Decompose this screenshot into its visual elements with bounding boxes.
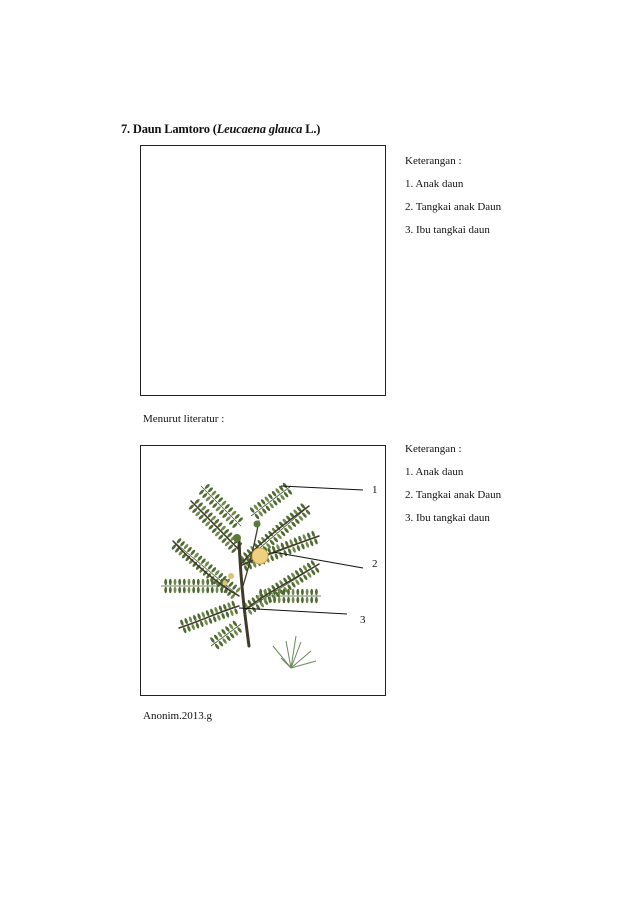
leaflet [292, 589, 295, 595]
title-number: 7. Daun Lamtoro [121, 122, 210, 136]
leaflet [305, 509, 311, 516]
literature-image-frame [140, 445, 386, 696]
leaflet [278, 589, 281, 595]
leaflet [310, 569, 316, 576]
leaflet [301, 512, 307, 519]
leaflet [280, 530, 286, 537]
leaflet [310, 589, 313, 595]
leaflet [216, 587, 219, 593]
leaflet [214, 643, 220, 650]
leaflet [301, 597, 304, 603]
leaflet [191, 624, 196, 631]
annotation-label-1: 1 [372, 484, 378, 496]
leaflet [220, 587, 223, 593]
leaflet [192, 579, 195, 585]
section-title [121, 122, 320, 137]
literature-label: Menurut literatur : [143, 413, 225, 425]
leaflet [295, 579, 301, 586]
leaflet [209, 608, 214, 615]
leaflet [287, 489, 293, 496]
leaflet [174, 587, 177, 593]
keterangan-item: 2. Tangkai anak Daun [405, 489, 502, 501]
leaflet [306, 589, 309, 595]
leaflet [202, 579, 205, 585]
leaflet [306, 597, 309, 603]
leaflet [269, 539, 275, 546]
leaflet [208, 499, 215, 506]
leaflet [291, 521, 297, 528]
leaflet [186, 625, 191, 632]
leaflet [287, 584, 293, 591]
leaflet [202, 587, 205, 593]
leaflet [231, 547, 238, 553]
leaflet [315, 589, 318, 595]
leaflet [225, 635, 231, 642]
leaflet [237, 517, 244, 524]
keterangan-item: 3. Ibu tangkai daun [405, 512, 490, 524]
leaflet [232, 522, 239, 529]
leaflet [164, 579, 167, 585]
leaflet [197, 579, 200, 585]
leaflet [287, 597, 290, 603]
leaflet [192, 615, 197, 622]
leaflet [309, 540, 314, 547]
leaflet [282, 482, 288, 489]
leaflet [228, 519, 235, 526]
leaflet [225, 611, 230, 618]
leaflet [302, 534, 307, 541]
leaflet [229, 632, 235, 639]
keterangan-block-1 [405, 150, 501, 242]
leaflet [287, 589, 290, 595]
leaflet [273, 597, 276, 603]
leaflet [269, 597, 272, 603]
leaflet [198, 514, 205, 520]
leaflet [264, 597, 267, 603]
plant-illustration [141, 446, 387, 697]
leaflet [174, 579, 177, 585]
leaflet [197, 613, 202, 620]
leaflet [310, 560, 316, 567]
leaflet [208, 617, 213, 624]
leaflet [188, 587, 191, 593]
leaflet [179, 619, 184, 626]
leaflet [283, 550, 288, 557]
keterangan-item: 1. Anak daun [405, 178, 464, 190]
leaflet [234, 513, 241, 520]
leaflet [292, 597, 295, 603]
title-open-paren: ( [212, 122, 217, 136]
leaflet [306, 571, 312, 578]
leaflet [291, 581, 297, 588]
leaflet [224, 503, 231, 510]
leaflet [300, 543, 305, 550]
leaflet [294, 518, 300, 525]
keterangan-item: 3. Ibu tangkai daun [405, 224, 490, 236]
leaflet [214, 607, 219, 614]
leaflet [283, 527, 289, 534]
leaflet [199, 620, 204, 627]
source-citation: Anonim.2013.g [143, 710, 213, 722]
leaflet [178, 579, 181, 585]
leaflet [218, 534, 225, 540]
leaflet [237, 627, 243, 634]
leaflet [278, 597, 281, 603]
leaflet [217, 631, 223, 638]
leaflet [249, 507, 255, 514]
keterangan-heading: Keterangan : [405, 443, 462, 455]
leaflet [269, 502, 275, 509]
leaflet [221, 500, 228, 507]
keterangan-item: 1. Anak daun [405, 466, 464, 478]
leaflet [232, 620, 238, 627]
leaflet [208, 524, 215, 530]
leaflet [207, 487, 214, 494]
leaflet [302, 574, 308, 581]
leaflet [211, 579, 214, 585]
leaflet [305, 541, 310, 548]
leaflet [184, 618, 189, 625]
leaflet [283, 597, 286, 603]
keterangan-heading: Keterangan : [405, 155, 462, 167]
leaflet [201, 611, 206, 618]
leaflet [264, 589, 267, 595]
leaflet [254, 513, 260, 520]
title-species: Leucaena glauca [216, 122, 303, 136]
leaflet [206, 579, 209, 585]
leaflet [212, 616, 217, 623]
leaflet [234, 608, 239, 615]
leaflet [287, 524, 293, 531]
leaflet [231, 510, 238, 517]
leaflet [296, 545, 301, 552]
leaflet [267, 493, 273, 500]
leaflet [224, 626, 230, 633]
leaflet [183, 587, 186, 593]
keterangan-item: 2. Tangkai anak Daun [405, 201, 502, 213]
leaflet [296, 597, 299, 603]
leaflet [264, 496, 270, 503]
leaflet [306, 532, 311, 539]
annotation-label-3: 3 [360, 614, 366, 626]
leaflet [222, 638, 228, 645]
leaflet [247, 608, 253, 615]
leaflet [178, 587, 181, 593]
title-author: L.) [305, 122, 321, 136]
seedling [273, 636, 316, 668]
leaflet [217, 497, 224, 504]
leaflet [212, 502, 219, 509]
leaflet [270, 555, 275, 562]
leaflet [192, 587, 195, 593]
leaflet [227, 544, 234, 550]
leaflet [292, 546, 297, 553]
leaflet [204, 483, 211, 490]
leaflet [169, 587, 172, 593]
leaflet [273, 536, 279, 543]
leaflet [299, 576, 305, 583]
leaflet [214, 493, 221, 500]
leaflet [213, 634, 219, 641]
leaflet [216, 614, 221, 621]
leaflet [221, 628, 227, 635]
leaflet [315, 597, 318, 603]
leaflet [221, 613, 226, 620]
leaflet [225, 516, 232, 523]
leaflet [202, 492, 209, 499]
leaflet [215, 506, 222, 513]
leaflet [211, 587, 214, 593]
observation-image-frame [140, 145, 386, 396]
leaflet [259, 589, 262, 595]
leaflet [211, 490, 218, 497]
leaflet [287, 548, 292, 555]
leaflet [206, 587, 209, 593]
leaflet [314, 538, 319, 545]
leaflet [233, 629, 239, 636]
leaflet [188, 616, 193, 623]
leaflet [274, 553, 279, 560]
leaflet [276, 533, 282, 540]
leaflet [229, 609, 234, 616]
leaflet [205, 496, 212, 503]
leaflet [222, 512, 229, 519]
leaflet [278, 551, 283, 558]
leaflet [218, 509, 225, 516]
leaflet [197, 587, 200, 593]
leaflet [301, 589, 304, 595]
leaflet [205, 610, 210, 617]
leaflet [314, 566, 320, 573]
leaflet [183, 579, 186, 585]
leaflet [296, 589, 299, 595]
leaflet [198, 489, 205, 496]
keterangan-block-2 [405, 438, 501, 530]
leaflet [311, 530, 316, 537]
leaflet [182, 627, 187, 634]
leaflet [231, 600, 236, 607]
leaflet [227, 507, 234, 514]
leaflet [218, 640, 224, 647]
leaflet [283, 589, 286, 595]
leaflet [195, 622, 200, 629]
annotation-label-2: 2 [372, 558, 378, 570]
leaflet [188, 579, 191, 585]
leaflet [204, 619, 209, 626]
leaflet [298, 515, 304, 522]
leaflet [310, 597, 313, 603]
leaflet [169, 579, 172, 585]
leaflet [188, 504, 195, 510]
leaflet [228, 623, 234, 630]
leaflet [209, 637, 215, 644]
leaflet [272, 499, 278, 506]
leaflet [164, 587, 167, 593]
